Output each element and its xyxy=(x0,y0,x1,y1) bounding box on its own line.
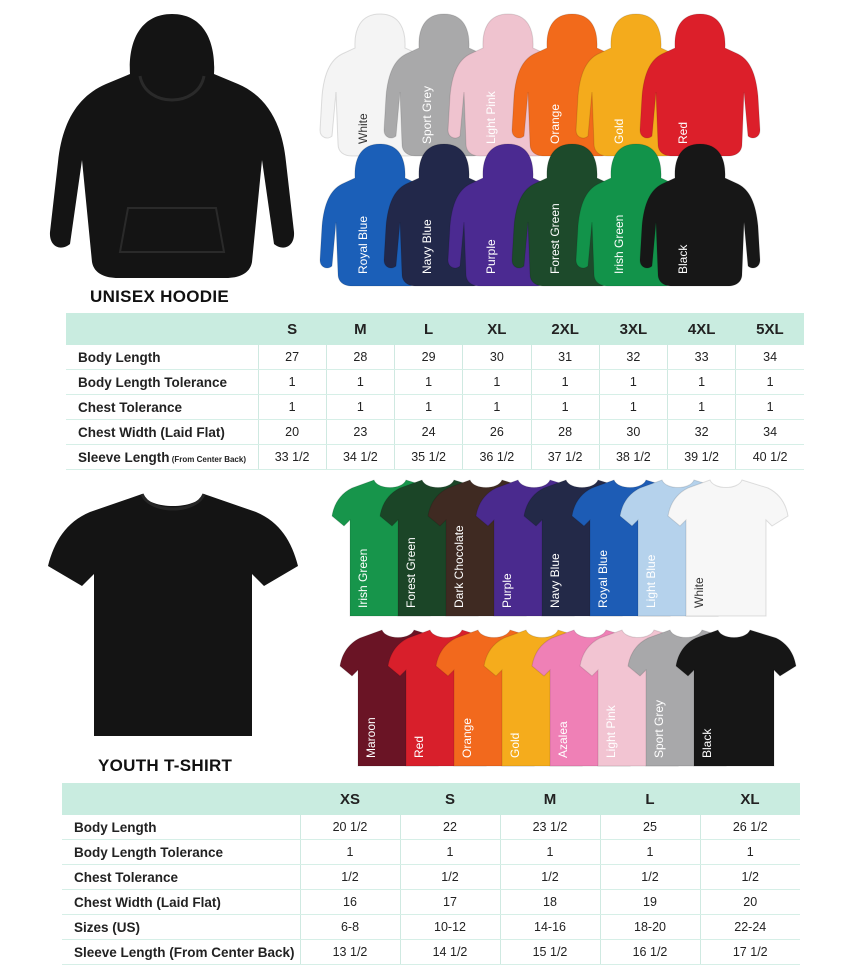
tshirt-table-cell: 22 xyxy=(400,815,500,840)
hoodie-table-cell: 36 1/2 xyxy=(463,445,531,470)
tshirt-table-cell: 13 1/2 xyxy=(300,940,400,965)
hoodie-table-cell: 32 xyxy=(668,420,736,445)
tshirt-row-label: Body Length xyxy=(62,815,300,840)
tshirt-swatch-label: Gold xyxy=(508,732,522,758)
tshirt-swatch-label: Red xyxy=(412,735,426,758)
hoodie-table-cell: 34 xyxy=(736,420,804,445)
tshirt-table-cell: 1 xyxy=(300,840,400,865)
hoodie-table-cell: 23 xyxy=(326,420,394,445)
hoodie-table-row xyxy=(66,420,804,445)
hoodie-table-cell: 40 1/2 xyxy=(736,445,804,470)
tshirt-row-label: Chest Width (Laid Flat) xyxy=(62,890,300,915)
hoodie-table-row xyxy=(66,345,804,370)
hoodie-table-cell: 27 xyxy=(258,345,326,370)
tshirt-row-label: Chest Tolerance xyxy=(62,865,300,890)
tshirt-swatch-label: Black xyxy=(700,728,714,758)
tshirt-main-image xyxy=(46,490,300,742)
hoodie-swatch-label: Orange xyxy=(548,103,562,144)
hoodie-table-cell: 1 xyxy=(736,370,804,395)
hoodie-table-cell: 34 1/2 xyxy=(326,445,394,470)
hoodie-table-cell: 30 xyxy=(463,345,531,370)
tshirt-swatch-label: Light Pink xyxy=(604,705,618,758)
hoodie-table-cell: 32 xyxy=(599,345,667,370)
hoodie-table-row xyxy=(66,395,804,420)
hoodie-table-cell: 20 xyxy=(258,420,326,445)
hoodie-table-cell: 1 xyxy=(531,395,599,420)
hoodie-table-cell: 1 xyxy=(599,395,667,420)
tshirt-table-cell: 1/2 xyxy=(700,865,800,890)
hoodie-table-cell: 1 xyxy=(395,395,463,420)
tshirt-table-row xyxy=(62,940,800,965)
tshirt-swatch-label: Azalea xyxy=(556,721,570,758)
hoodie-row-label: Body Length Tolerance xyxy=(66,370,258,395)
tshirt-table-cell: 16 xyxy=(300,890,400,915)
tshirt-table-cell: 26 1/2 xyxy=(700,815,800,840)
hoodie-table-cell: 33 xyxy=(668,345,736,370)
tshirt-table-row xyxy=(62,915,800,940)
tshirt-size-table xyxy=(62,783,800,965)
tshirt-size-header: XS xyxy=(300,783,400,815)
hoodie-table-cell: 28 xyxy=(531,420,599,445)
tshirt-table-cell: 20 1/2 xyxy=(300,815,400,840)
hoodie-table-cell: 1 xyxy=(668,370,736,395)
tshirt-swatch-label: Irish Green xyxy=(356,548,370,608)
tshirt-table-cell: 1 xyxy=(700,840,800,865)
hoodie-table-cell: 29 xyxy=(395,345,463,370)
hoodie-swatch-label: White xyxy=(356,113,370,144)
hoodie-table-cell: 1 xyxy=(326,370,394,395)
tshirt-table-cell: 23 1/2 xyxy=(500,815,600,840)
hoodie-table-cell: 1 xyxy=(463,395,531,420)
tshirt-swatch-label: Dark Chocolate xyxy=(452,525,466,608)
tshirt-swatch-label: Forest Green xyxy=(404,537,418,608)
hoodie-table-cell: 1 xyxy=(258,370,326,395)
tshirt-table-cell: 19 xyxy=(600,890,700,915)
tshirt-table-cell: 16 1/2 xyxy=(600,940,700,965)
hoodie-table-cell: 31 xyxy=(531,345,599,370)
hoodie-table-cell: 38 1/2 xyxy=(599,445,667,470)
hoodie-table-row xyxy=(66,445,804,470)
tshirt-size-header: S xyxy=(400,783,500,815)
hoodie-table-cell: 30 xyxy=(599,420,667,445)
tshirt-swatch-label: Purple xyxy=(500,573,514,608)
hoodie-size-header: XL xyxy=(463,313,531,345)
tshirt-table-cell: 1/2 xyxy=(300,865,400,890)
hoodie-table-cell: 26 xyxy=(463,420,531,445)
hoodie-swatch-label: Black xyxy=(676,244,690,274)
hoodie-table-cell: 24 xyxy=(395,420,463,445)
tshirt-table-cell: 10-12 xyxy=(400,915,500,940)
tshirt-table-cell: 18 xyxy=(500,890,600,915)
hoodie-swatch-label: Purple xyxy=(484,239,498,274)
hoodie-table-cell: 1 xyxy=(463,370,531,395)
hoodie-table-cell: 33 1/2 xyxy=(258,445,326,470)
tshirt-table-cell: 20 xyxy=(700,890,800,915)
hoodie-row-label: Chest Tolerance xyxy=(66,395,258,420)
tshirt-row-label: Sleeve Length (From Center Back) xyxy=(62,940,300,965)
hoodie-table-cell: 1 xyxy=(599,370,667,395)
hoodie-table-cell: 1 xyxy=(531,370,599,395)
hoodie-swatch-label: Red xyxy=(676,121,690,144)
tshirt-table-cell: 1 xyxy=(600,840,700,865)
hoodie-swatch-label: Royal Blue xyxy=(356,215,370,274)
tshirt-swatch-label: White xyxy=(692,577,706,608)
tshirt-swatch-label: Maroon xyxy=(364,717,378,758)
tshirt-swatch-label: Light Blue xyxy=(644,554,658,608)
tshirt-table-cell: 14 1/2 xyxy=(400,940,500,965)
tshirt-table-row xyxy=(62,815,800,840)
tshirt-table-cell: 17 1/2 xyxy=(700,940,800,965)
hoodie-main-image xyxy=(48,12,296,280)
hoodie-swatch-label: Irish Green xyxy=(612,214,626,274)
tshirt-title: YOUTH T-SHIRT xyxy=(98,756,233,775)
hoodie-swatch-label: Gold xyxy=(612,118,626,144)
hoodie-table-cell: 1 xyxy=(258,395,326,420)
hoodie-swatch-label: Light Pink xyxy=(484,91,498,144)
tshirt-table-cell: 1/2 xyxy=(400,865,500,890)
tshirt-table-cell: 14-16 xyxy=(500,915,600,940)
tshirt-table-cell: 1/2 xyxy=(500,865,600,890)
tshirt-header-blank xyxy=(62,783,300,815)
hoodie-size-header-row xyxy=(66,313,804,345)
tshirt-table-row xyxy=(62,865,800,890)
tshirt-size-header: XL xyxy=(700,783,800,815)
tshirt-swatch-label: Royal Blue xyxy=(596,549,610,608)
hoodie-size-header: 4XL xyxy=(668,313,736,345)
hoodie-swatch-red xyxy=(640,12,760,158)
tshirt-table-cell: 25 xyxy=(600,815,700,840)
tshirt-swatch-label: Orange xyxy=(460,717,474,758)
hoodie-table-cell: 39 1/2 xyxy=(668,445,736,470)
hoodie-table-cell: 35 1/2 xyxy=(395,445,463,470)
hoodie-table-cell: 1 xyxy=(326,395,394,420)
tshirt-table-cell: 1/2 xyxy=(600,865,700,890)
tshirt-table-row xyxy=(62,890,800,915)
hoodie-row-label: Sleeve Length (From Center Back) xyxy=(66,445,258,470)
hoodie-table-cell: 1 xyxy=(668,395,736,420)
hoodie-table-cell: 1 xyxy=(395,370,463,395)
hoodie-table-cell: 34 xyxy=(736,345,804,370)
hoodie-table-cell: 37 1/2 xyxy=(531,445,599,470)
hoodie-row-label: Body Length xyxy=(66,345,258,370)
hoodie-size-header: S xyxy=(258,313,326,345)
hoodie-size-header: L xyxy=(395,313,463,345)
hoodie-table-cell: 28 xyxy=(326,345,394,370)
tshirt-table-cell: 22-24 xyxy=(700,915,800,940)
tshirt-size-header: M xyxy=(500,783,600,815)
hoodie-size-header: 2XL xyxy=(531,313,599,345)
tshirt-table-cell: 1 xyxy=(400,840,500,865)
hoodie-swatch-label: Sport Grey xyxy=(420,85,434,144)
hoodie-size-table xyxy=(66,313,804,470)
hoodie-swatch-black xyxy=(640,142,760,288)
tshirt-table-row xyxy=(62,840,800,865)
tshirt-swatch-label: Navy Blue xyxy=(548,553,562,608)
hoodie-title: UNISEX HOODIE xyxy=(90,287,229,306)
hoodie-row-label: Chest Width (Laid Flat) xyxy=(66,420,258,445)
tshirt-row-label: Body Length Tolerance xyxy=(62,840,300,865)
tshirt-swatch-black xyxy=(676,628,796,768)
hoodie-swatch-label: Forest Green xyxy=(548,203,562,274)
tshirt-table-cell: 1 xyxy=(500,840,600,865)
hoodie-size-header: 5XL xyxy=(736,313,804,345)
hoodie-table-row xyxy=(66,370,804,395)
hoodie-size-header: M xyxy=(326,313,394,345)
tshirt-table-cell: 17 xyxy=(400,890,500,915)
tshirt-size-header-row xyxy=(62,783,800,815)
tshirt-size-header: L xyxy=(600,783,700,815)
tshirt-row-label: Sizes (US) xyxy=(62,915,300,940)
hoodie-swatch-label: Navy Blue xyxy=(420,219,434,274)
tshirt-table-cell: 18-20 xyxy=(600,915,700,940)
tshirt-table-cell: 6-8 xyxy=(300,915,400,940)
hoodie-table-cell: 1 xyxy=(736,395,804,420)
hoodie-header-blank xyxy=(66,313,258,345)
hoodie-row-note: (From Center Back) xyxy=(169,454,246,464)
tshirt-swatch-label: Sport Grey xyxy=(652,699,666,758)
hoodie-size-header: 3XL xyxy=(599,313,667,345)
tshirt-swatch-white xyxy=(668,478,788,618)
tshirt-table-cell: 15 1/2 xyxy=(500,940,600,965)
